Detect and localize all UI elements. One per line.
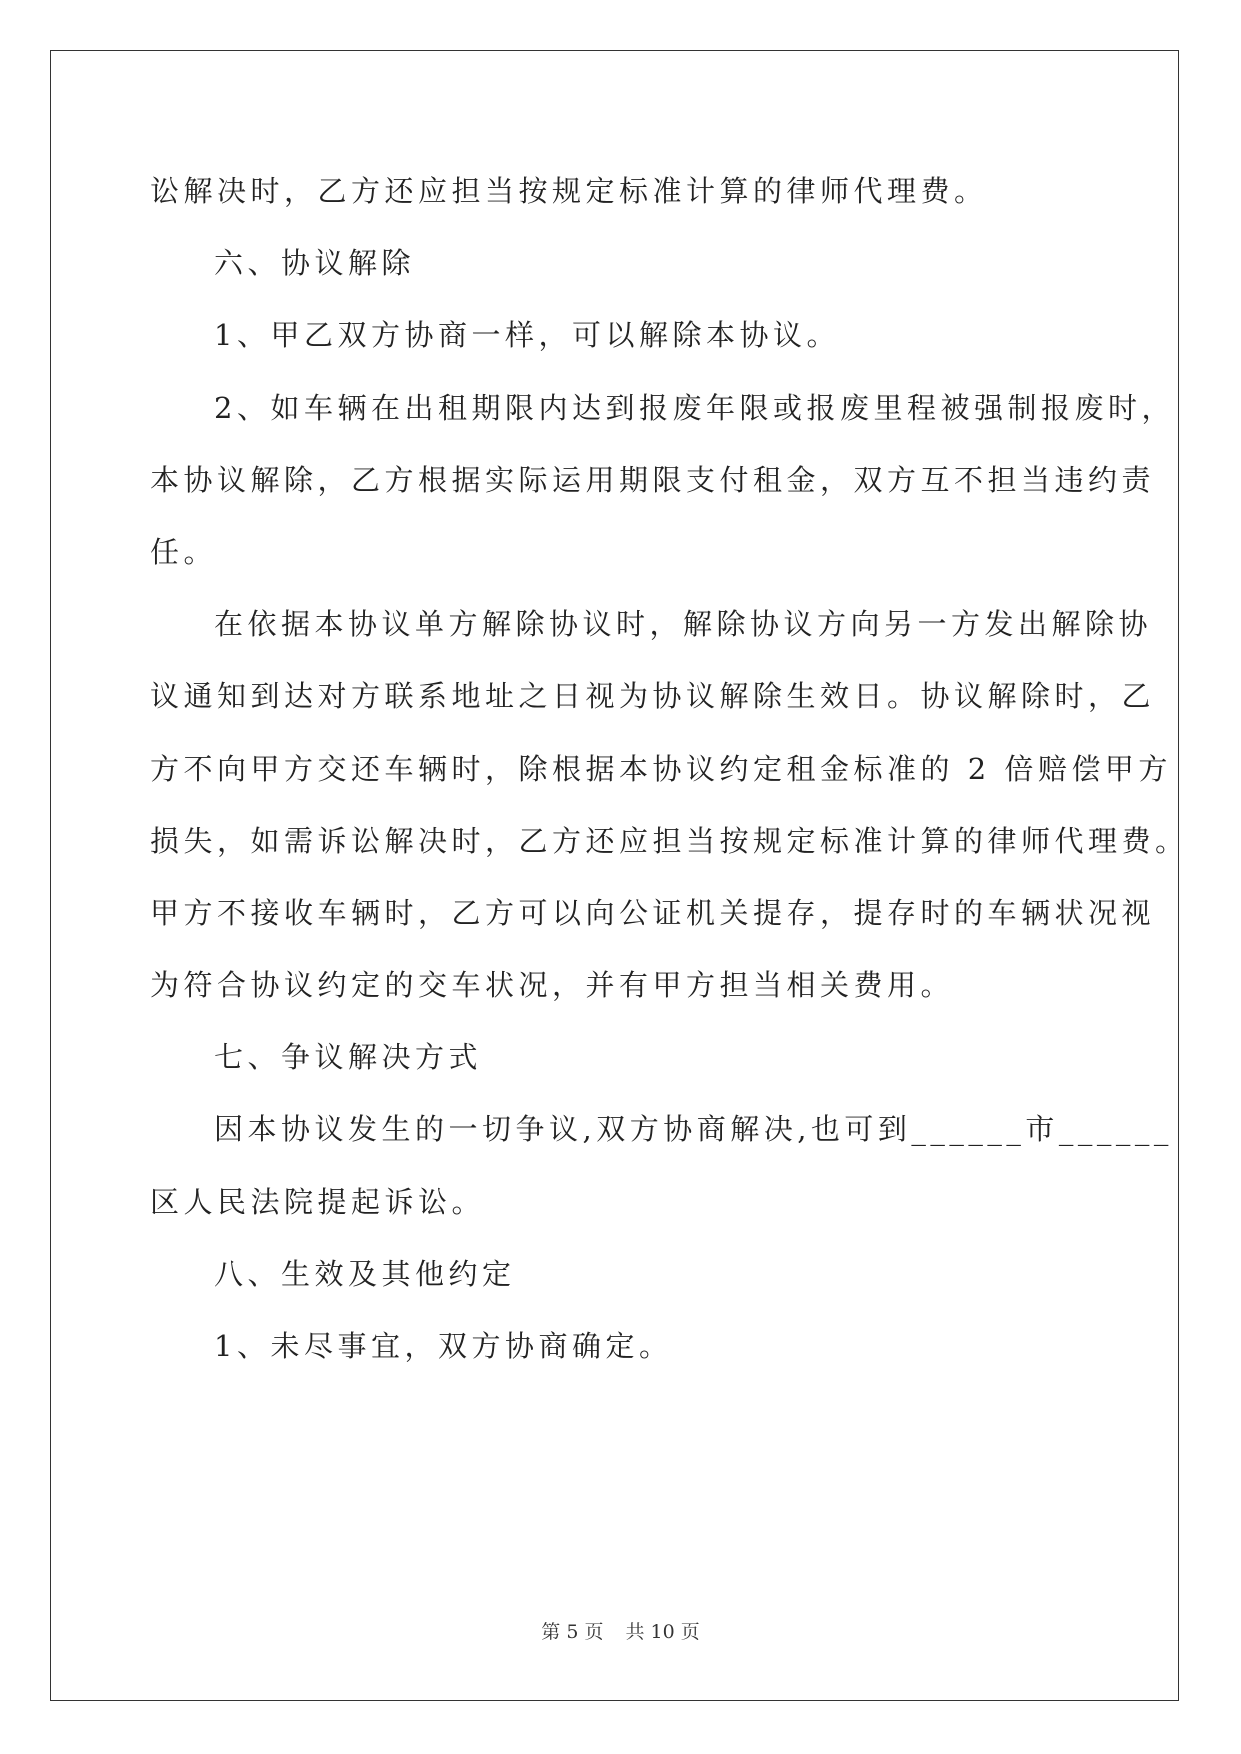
paragraph-line: 1、甲乙双方协商一样，可以解除本协议。 (214, 318, 840, 353)
paragraph-line: 任。 (150, 534, 218, 569)
paragraph-line: 为符合协议约定的交车状况，并有甲方担当相关费用。 (150, 968, 955, 1003)
paragraph-line: 损失，如需诉讼解决时，乙方还应担当按规定标准计算的律师代理费。 (150, 823, 1189, 858)
paragraph-line: 讼解决时，乙方还应担当按规定标准计算的律师代理费。 (150, 174, 988, 208)
paragraph-line: 2、如车辆在出租期限内达到报废年限或报废里程被强制报废时， (214, 390, 1175, 425)
paragraph-line: 方不向甲方交还车辆时，除根据本协议约定租金标准的 2 倍赔偿甲方 (150, 751, 1172, 786)
paragraph-line: 区人民法院提起诉讼。 (150, 1184, 486, 1219)
paragraph-line: 1、未尽事宜，双方协商确定。 (214, 1329, 673, 1363)
section-heading-termination: 六、协议解除 (214, 246, 416, 281)
section-heading-effect: 八、生效及其他约定 (214, 1256, 516, 1291)
paragraph-line: 因本协议发生的一切争议,双方协商解决,也可到______市______ (214, 1112, 1173, 1147)
total-page-count: 共 10 页 (625, 1621, 700, 1643)
paragraph-line: 议通知到达对方联系地址之日视为协议解除生效日。协议解除时，乙 (150, 679, 1156, 714)
paragraph-line: 甲方不接收车辆时，乙方可以向公证机关提存，提存时的车辆状况视 (150, 895, 1156, 930)
paragraph-line: 本协议解除，乙方根据实际运用期限支付租金，双方互不担当违约责 (150, 462, 1156, 497)
current-page-number: 第 5 页 (541, 1621, 604, 1643)
section-heading-dispute: 七、争议解决方式 (214, 1040, 483, 1075)
paragraph-line: 在依据本协议单方解除协议时，解除协议方向另一方发出解除协 (214, 607, 1153, 642)
page-footer (0, 1617, 1241, 1644)
document-body (150, 155, 1189, 1382)
